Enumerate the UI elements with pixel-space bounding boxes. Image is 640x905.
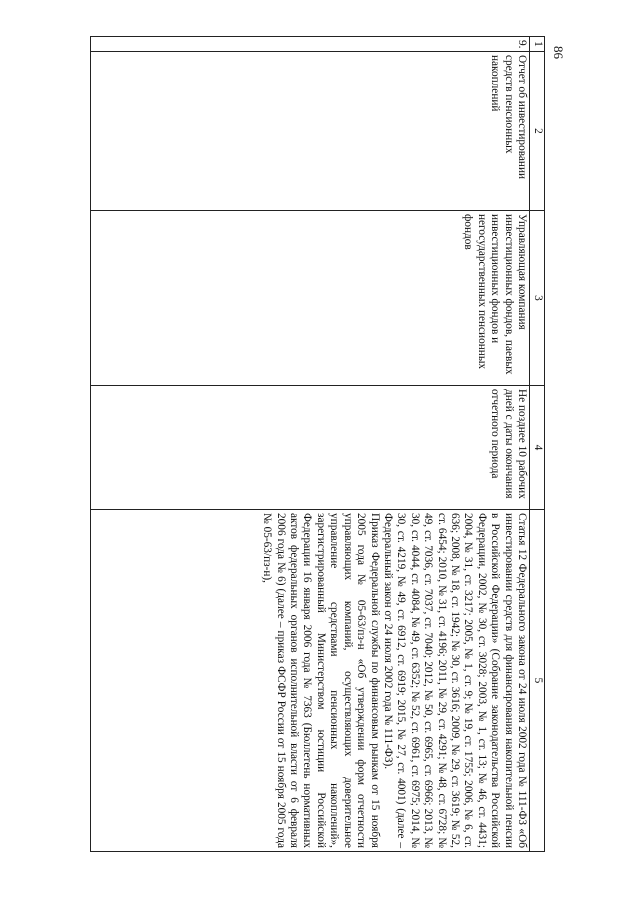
page-number: 86 — [551, 46, 566, 59]
header-col-5: 5 — [530, 510, 545, 852]
header-col-1: 1 — [530, 37, 545, 52]
regulation-table — [90, 36, 545, 852]
row-number: 9. — [91, 37, 530, 52]
header-col-4: 4 — [530, 386, 545, 510]
legal-basis-cell — [91, 510, 530, 852]
table-header-row — [530, 37, 545, 852]
submitter-cell: Управляющая компания инвестиционных фондов, паевых инвестиционных фондов и негосударственных пенсионных фондов — [91, 211, 530, 386]
table-row — [91, 37, 530, 852]
legal-basis-paragraph-2: Приказ Федеральной службы по финансовым рынкам от 15 ноября 2005 года № 05-63/пз-н «Об утверждении форм отчетности управляющих компаний, осуществляющих доверительное управление средствами пенсионных накоплений», зарегистрированный Министерством юстиции Российской Федерации 16 января 2006 года № 7363 (Бюллетень нормативных актов федеральных органов исполнительной власти от 6 февраля 2006 года № 6) (далее – приказ ФСФР России от 15 ноября 2005 года № 05-63/пз-н), — [261, 513, 381, 848]
rotated-table-container — [90, 36, 545, 851]
deadline-cell: Не позднее 10 рабочих дней с даты окончания отчетного периода — [91, 386, 530, 510]
header-col-3: 3 — [530, 211, 545, 386]
header-col-2: 2 — [530, 52, 545, 211]
legal-basis-paragraph-1: Статья 12 Федерального закона от 24 июля 2002 года № 111-ФЗ «Об инвестировании средств для финансирования накопительной пенсии в Российской Федерации» (Собрание законодательства Российской Федерации, 2002, № 30, ст. 3028; 2003, № 1, ст. 13; № 46, ст. 4431; 2004, № 31, ст. 3217; 2005, № 1, ст. 9; № 19, ст. 1755; 2006, № 6, ст. 636; 2008, № 18, ст. 1942; № 30, ст. 3616; 2009, № 29, ст. 3619; № 52, ст. 6454; 2010, № 31, ст. 4196; 2011, № 29, ст. 4291; № 48, ст. 6728; № 49, ст. 7036, ст. 7037, ст. 7040; 2012, № 50, ст. 6965, ст. 6966; 2013, № 30, ст. 4044, ст. 4084, № 49, ст. 6352; № 52, ст. 6961, ст. 6975; 2014, № 30, ст. 4219, № 49, ст. 6912, ст. 6919; 2015, № 27, ст. 4001) (далее – Федеральный закон от 24 июля 2002 года № 111-ФЗ). — [381, 513, 528, 848]
report-name-cell: Отчет об инвестировании средств пенсионных накоплений — [91, 52, 530, 211]
